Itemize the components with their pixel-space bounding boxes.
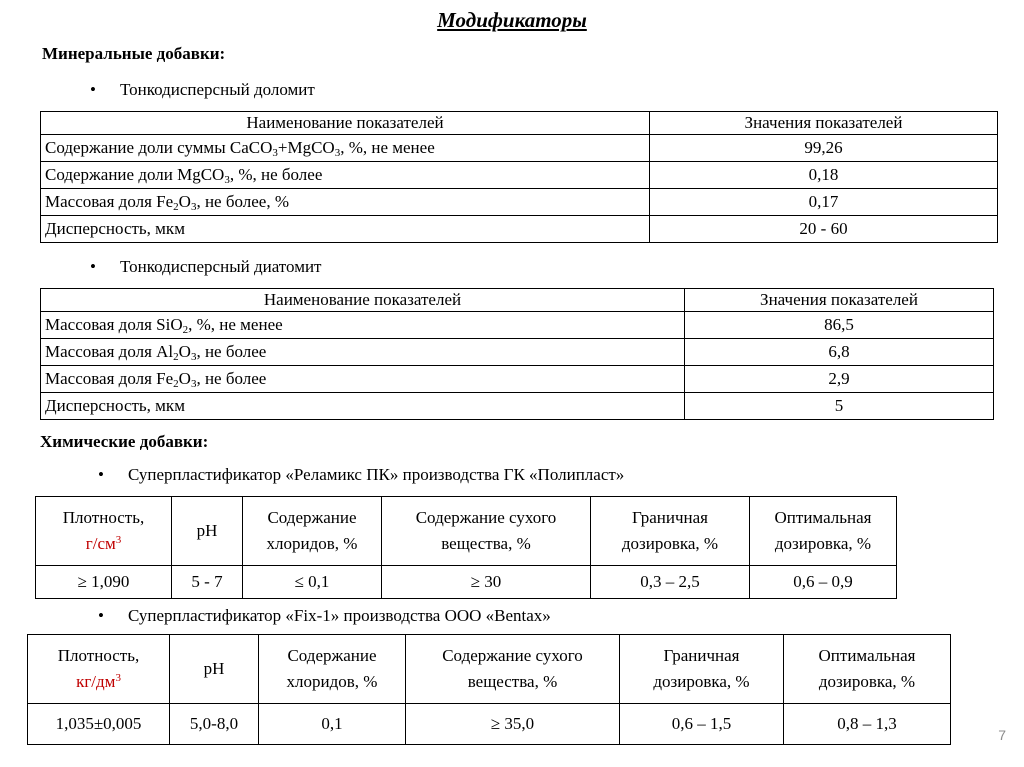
table-row	[41, 312, 994, 339]
fix-table	[27, 634, 951, 745]
parameter-value: 20 - 60	[650, 216, 998, 243]
relamix-bullet	[98, 465, 624, 485]
table-row	[41, 162, 998, 189]
chlorides-value: ≤ 0,1	[243, 566, 382, 599]
parameter-value: 2,9	[685, 366, 994, 393]
table-header-row	[41, 112, 998, 135]
table-row	[41, 339, 994, 366]
dry-matter-header: Содержание сухого вещества, %	[382, 497, 591, 566]
parameter-name: Дисперсность, мкм	[41, 393, 685, 420]
parameter-value: 86,5	[685, 312, 994, 339]
column-header: Значения показателей	[650, 112, 998, 135]
bullet-icon: •	[90, 257, 96, 276]
column-header: Значения показателей	[685, 289, 994, 312]
ph-header: pH	[170, 635, 259, 704]
diatomite-table	[40, 288, 994, 420]
bullet-icon: •	[98, 465, 104, 484]
parameter-value: 99,26	[650, 135, 998, 162]
page-number: 7	[998, 727, 1006, 743]
dry-matter-value: ≥ 30	[382, 566, 591, 599]
limit-dosage-value: 0,3 – 2,5	[591, 566, 750, 599]
optimal-dosage-header: Оптимальная дозировка, %	[750, 497, 897, 566]
parameter-name: Содержание доли суммы CaCO$_3$+MgCO$_3$, %, не менее	[41, 135, 650, 162]
table-row	[41, 135, 998, 162]
page-title: Модификаторы	[437, 8, 587, 32]
parameter-name: Массовая доля SiO$_2$, %, не менее	[41, 312, 685, 339]
column-header: Наименование показателей	[41, 112, 650, 135]
dolomite-table	[40, 111, 998, 243]
mineral-heading: Минеральные добавки:	[42, 44, 226, 63]
density-header: Плотность, $г/см^3$	[36, 497, 172, 566]
relamix-table	[35, 496, 897, 599]
relamix-label: Суперпластификатор «Реламикс ПК» производства ГК «Полипласт»	[128, 465, 625, 484]
dry-matter-value: ≥ 35,0	[406, 704, 620, 745]
parameter-value: 6,8	[685, 339, 994, 366]
parameter-value: 0,18	[650, 162, 998, 189]
optimal-dosage-value: 0,6 – 0,9	[750, 566, 897, 599]
parameter-value: 5	[685, 393, 994, 420]
table-row	[28, 704, 951, 745]
table-row	[41, 393, 994, 420]
limit-dosage-value: 0,6 – 1,5	[620, 704, 784, 745]
table-header-row	[36, 497, 897, 566]
limit-dosage-header: Граничная дозировка, %	[620, 635, 784, 704]
table-row	[41, 189, 998, 216]
parameter-name: Дисперсность, мкм	[41, 216, 650, 243]
fix-label: Суперпластификатор «Fix-1» производства ООО «Bentax»	[128, 606, 551, 625]
dolomite-bullet	[90, 80, 315, 100]
density-value: 1,035±0,005	[28, 704, 170, 745]
column-header: Наименование показателей	[41, 289, 685, 312]
bullet-icon: •	[90, 80, 96, 99]
density-value: ≥ 1,090	[36, 566, 172, 599]
ph-value: 5 - 7	[172, 566, 243, 599]
limit-dosage-header: Граничная дозировка, %	[591, 497, 750, 566]
table-row	[41, 216, 998, 243]
parameter-name: Массовая доля $Fe_2O_3$, не более, %	[41, 189, 650, 216]
table-row	[36, 566, 897, 599]
table-row	[41, 366, 994, 393]
dolomite-label: Тонкодисперсный доломит	[120, 80, 315, 99]
diatomite-bullet	[90, 257, 321, 277]
chlorides-header: Содержание хлоридов, %	[243, 497, 382, 566]
chlorides-value: 0,1	[259, 704, 406, 745]
parameter-name: Содержание доли MgCO$_3$, %, не более	[41, 162, 650, 189]
parameter-value: 0,17	[650, 189, 998, 216]
optimal-dosage-header: Оптимальная дозировка, %	[784, 635, 951, 704]
parameter-name: Массовая доля $Fe_2O_3$, не более	[41, 366, 685, 393]
density-header: Плотность, $кг/дм^3$	[28, 635, 170, 704]
chemical-heading: Химические добавки:	[40, 432, 209, 451]
ph-header: pH	[172, 497, 243, 566]
table-header-row	[41, 289, 994, 312]
fix-bullet	[98, 606, 551, 626]
dry-matter-header: Содержание сухого вещества, %	[406, 635, 620, 704]
chlorides-header: Содержание хлоридов, %	[259, 635, 406, 704]
bullet-icon: •	[98, 606, 104, 625]
parameter-name: Массовая доля $Al_2O_3$, не более	[41, 339, 685, 366]
table-header-row	[28, 635, 951, 704]
ph-value: 5,0-8,0	[170, 704, 259, 745]
diatomite-label: Тонкодисперсный диатомит	[120, 257, 322, 276]
optimal-dosage-value: 0,8 – 1,3	[784, 704, 951, 745]
